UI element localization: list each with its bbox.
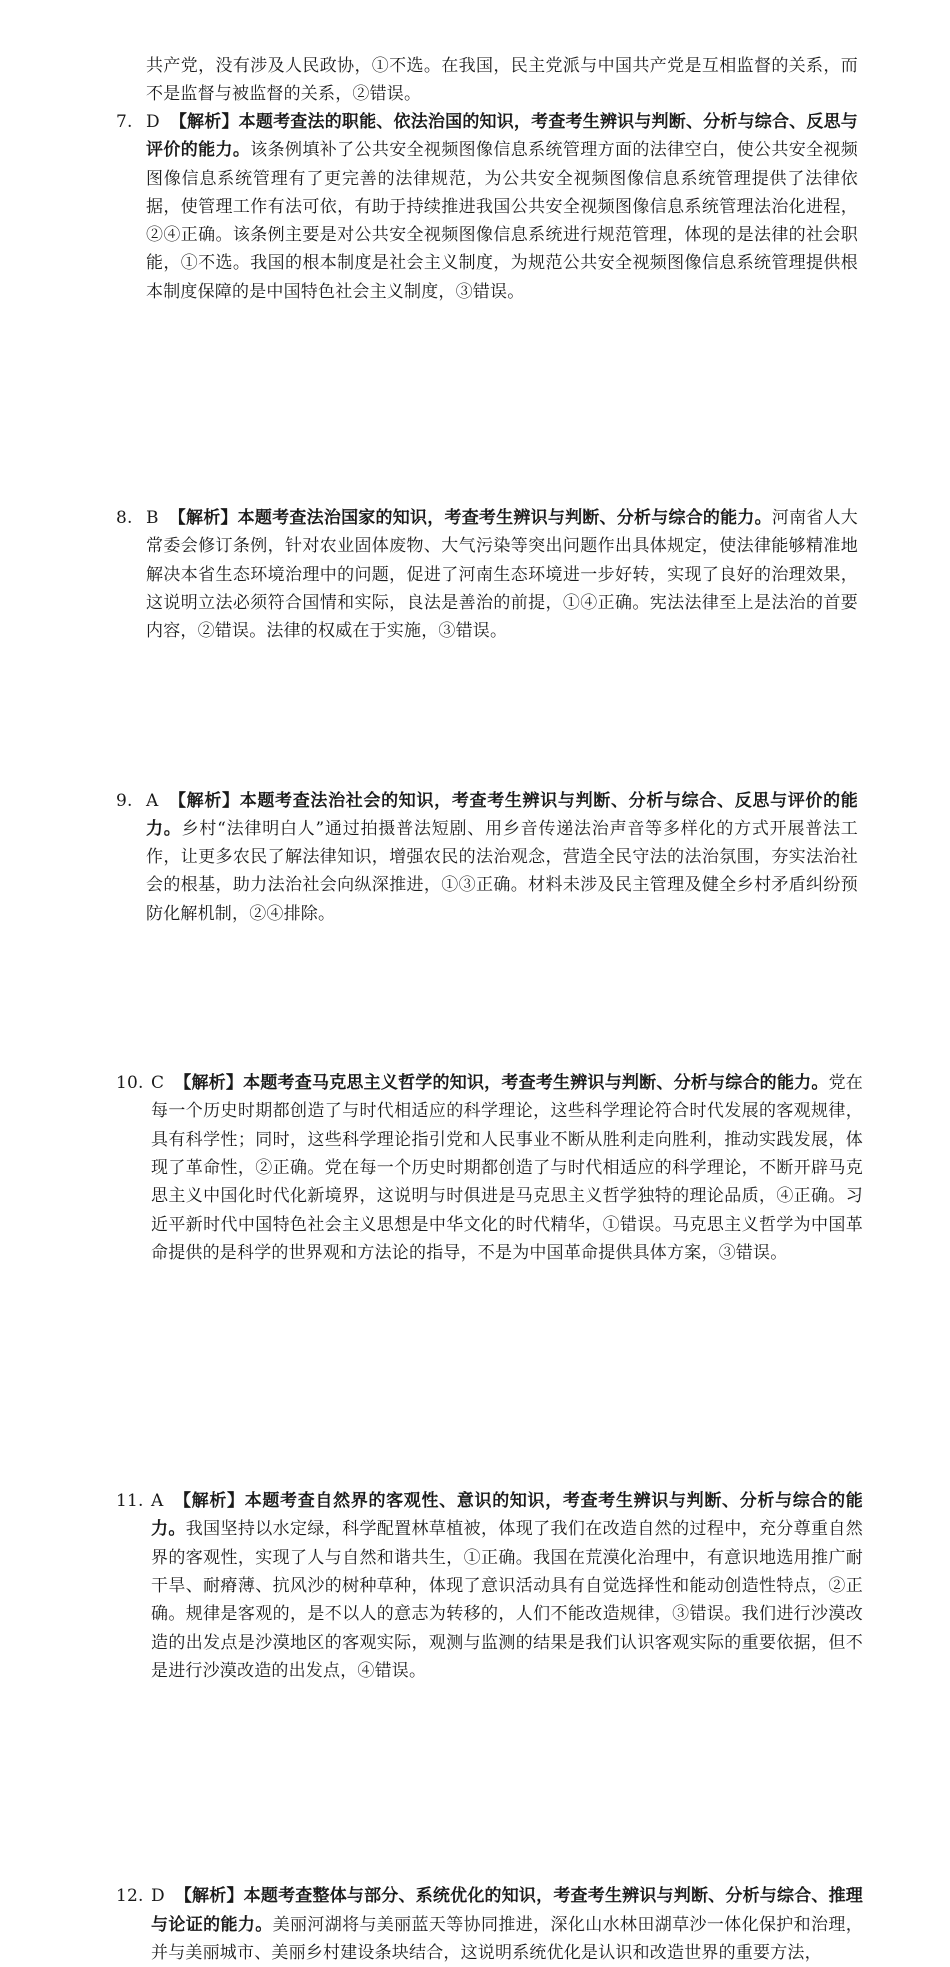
analysis-tag: 【解析】 bbox=[173, 1491, 245, 1512]
question-number: 10. bbox=[116, 1073, 144, 1094]
answer-letter: D bbox=[151, 1886, 165, 1907]
question-number: 8. bbox=[116, 508, 133, 529]
analysis-tag: 【解析】 bbox=[174, 1886, 244, 1907]
continuation-paragraph bbox=[116, 52, 858, 109]
analysis-lead: 本题考查马克思主义哲学的知识，考查考生辨识与判断、分析与综合的能力。 bbox=[243, 1073, 829, 1094]
question-number: 7. bbox=[116, 112, 133, 132]
question-9 bbox=[116, 787, 858, 928]
answer-letter: D bbox=[146, 112, 160, 132]
answer-letter: A bbox=[151, 1491, 164, 1512]
question-10 bbox=[116, 1069, 863, 1267]
answer-letter: B bbox=[146, 508, 159, 529]
analysis-tag: 【解析】 bbox=[169, 112, 239, 132]
analysis-tag: 【解析】 bbox=[168, 790, 240, 811]
analysis-lead: 本题考查法治国家的知识，考查考生辨识与判断、分析与综合的能力。 bbox=[237, 508, 772, 529]
analysis-body: 乡村“法律明白人”通过拍摄普法短剧、用乡音传递法治声音等多样化的方式开展普法工作，让更多农民了解法律知识，增强农民的法治观念，营造全民守法的法治氛围，夯实法治社会的根基，助力法治社会向纵深推进，①③正确。材料未涉及民主管理及健全乡村矛盾纠纷预防化解机制，②④排除。 bbox=[146, 818, 858, 924]
analysis-body: 河南省人大常委会修订条例，针对农业固体废物、大气污染等突出问题作出具体规定，使法律能够精准地解决本省生态环境治理中的问题，促进了河南生态环境进一步好转，实现了良好的治理效果，这说明立法必须符合国情和实际，良法是善治的前提，①④正确。宪法法律至上是法治的首要内容，②错误。法律的权威在于实施，③错误。 bbox=[146, 508, 859, 642]
question-7 bbox=[116, 108, 858, 306]
analysis-body: 党在每一个历史时期都创造了与时代相适应的科学理论，这些科学理论符合时代发展的客观规律，具有科学性；同时，这些科学理论指引党和人民事业不断从胜利走向胜利，推动实践发展，体现了革命性，②正确。党在每一个历史时期都创造了与时代相适应的科学理论，不断开辟马克思主义中国化时代化新境界，这说明与时俱进是马克思主义哲学独特的理论品质，④正确。习近平新时代中国特色社会主义思想是中华文化的时代精华，①错误。马克思主义哲学为中国革命提供的是科学的世界观和方法论的指导，不是为中国革命提供具体方案，③错误。 bbox=[151, 1073, 863, 1263]
analysis-body: 该条例填补了公共安全视频图像信息系统管理方面的法律空白，使公共安全视频图像信息系统管理有了更完善的法律规范，为公共安全视频图像信息系统管理提供了法律依据，使管理工作有法可依，有助于持续推进我国公共安全视频图像信息系统管理法治化进程，②④正确。该条例主要是对公共安全视频图像信息系统进行规范管理，体现的是法律的社会职能，①不选。我国的根本制度是社会主义制度，为规范公共安全视频图像信息系统管理提供根本制度保障的是中国特色社会主义制度，③错误。 bbox=[146, 140, 859, 302]
answer-letter: C bbox=[151, 1073, 165, 1094]
question-number: 11. bbox=[116, 1491, 144, 1512]
analysis-lead: 本题考查整体与部分、系统优化的知识，考查考生辨识与判断、分析与综合、推理与论证的能力。 bbox=[151, 1886, 863, 1935]
question-11 bbox=[116, 1487, 863, 1685]
answer-letter: A bbox=[146, 790, 159, 811]
analysis-tag: 【解析】 bbox=[168, 508, 238, 529]
analysis-tag: 【解析】 bbox=[174, 1073, 244, 1094]
analysis-body: 我国坚持以水定绿，科学配置林草植被，体现了我们在改造自然的过程中，充分尊重自然界的客观性，实现了人与自然和谐共生，①正确。我国在荒漠化治理中，有意识地选用推广耐干旱、耐瘠薄、抗风沙的树种草种，体现了意识活动具有自觉选择性和能动创造性特点，②正确。规律是客观的，是不以人的意志为转移的，人们不能改造规律，③错误。我们进行沙漠改造的出发点是沙漠地区的客观实际，观测与监测的结果是我们认识客观实际的重要依据，但不是进行沙漠改造的出发点，④错误。 bbox=[151, 1519, 863, 1681]
analysis-body: 美丽河湖将与美丽蓝天等协同推进，深化山水林田湖草沙一体化保护和治理，并与美丽城市、美丽乡村建设条块结合，这说明系统优化是认识和改造世界的重要方法， bbox=[151, 1914, 863, 1963]
analysis-lead: 本题考查法的职能、依法治国的知识，考查考生辨识与判断、分析与综合、反思与评价的能力。 bbox=[146, 112, 858, 161]
analysis-lead: 本题考查自然界的客观性、意识的知识，考查考生辨识与判断、分析与综合的能力。 bbox=[151, 1491, 863, 1540]
continuation-text: 共产党，没有涉及人民政协，①不选。在我国，民主党派与中国共产党是互相监督的关系，而不是监督与被监督的关系，②错误。 bbox=[146, 56, 858, 105]
question-number: 12. bbox=[116, 1886, 144, 1907]
analysis-lead: 本题考查法治社会的知识，考查考生辨识与判断、分析与综合、反思与评价的能力。 bbox=[146, 790, 858, 839]
question-12 bbox=[116, 1882, 863, 1967]
question-8 bbox=[116, 504, 858, 645]
question-number: 9. bbox=[116, 790, 133, 811]
